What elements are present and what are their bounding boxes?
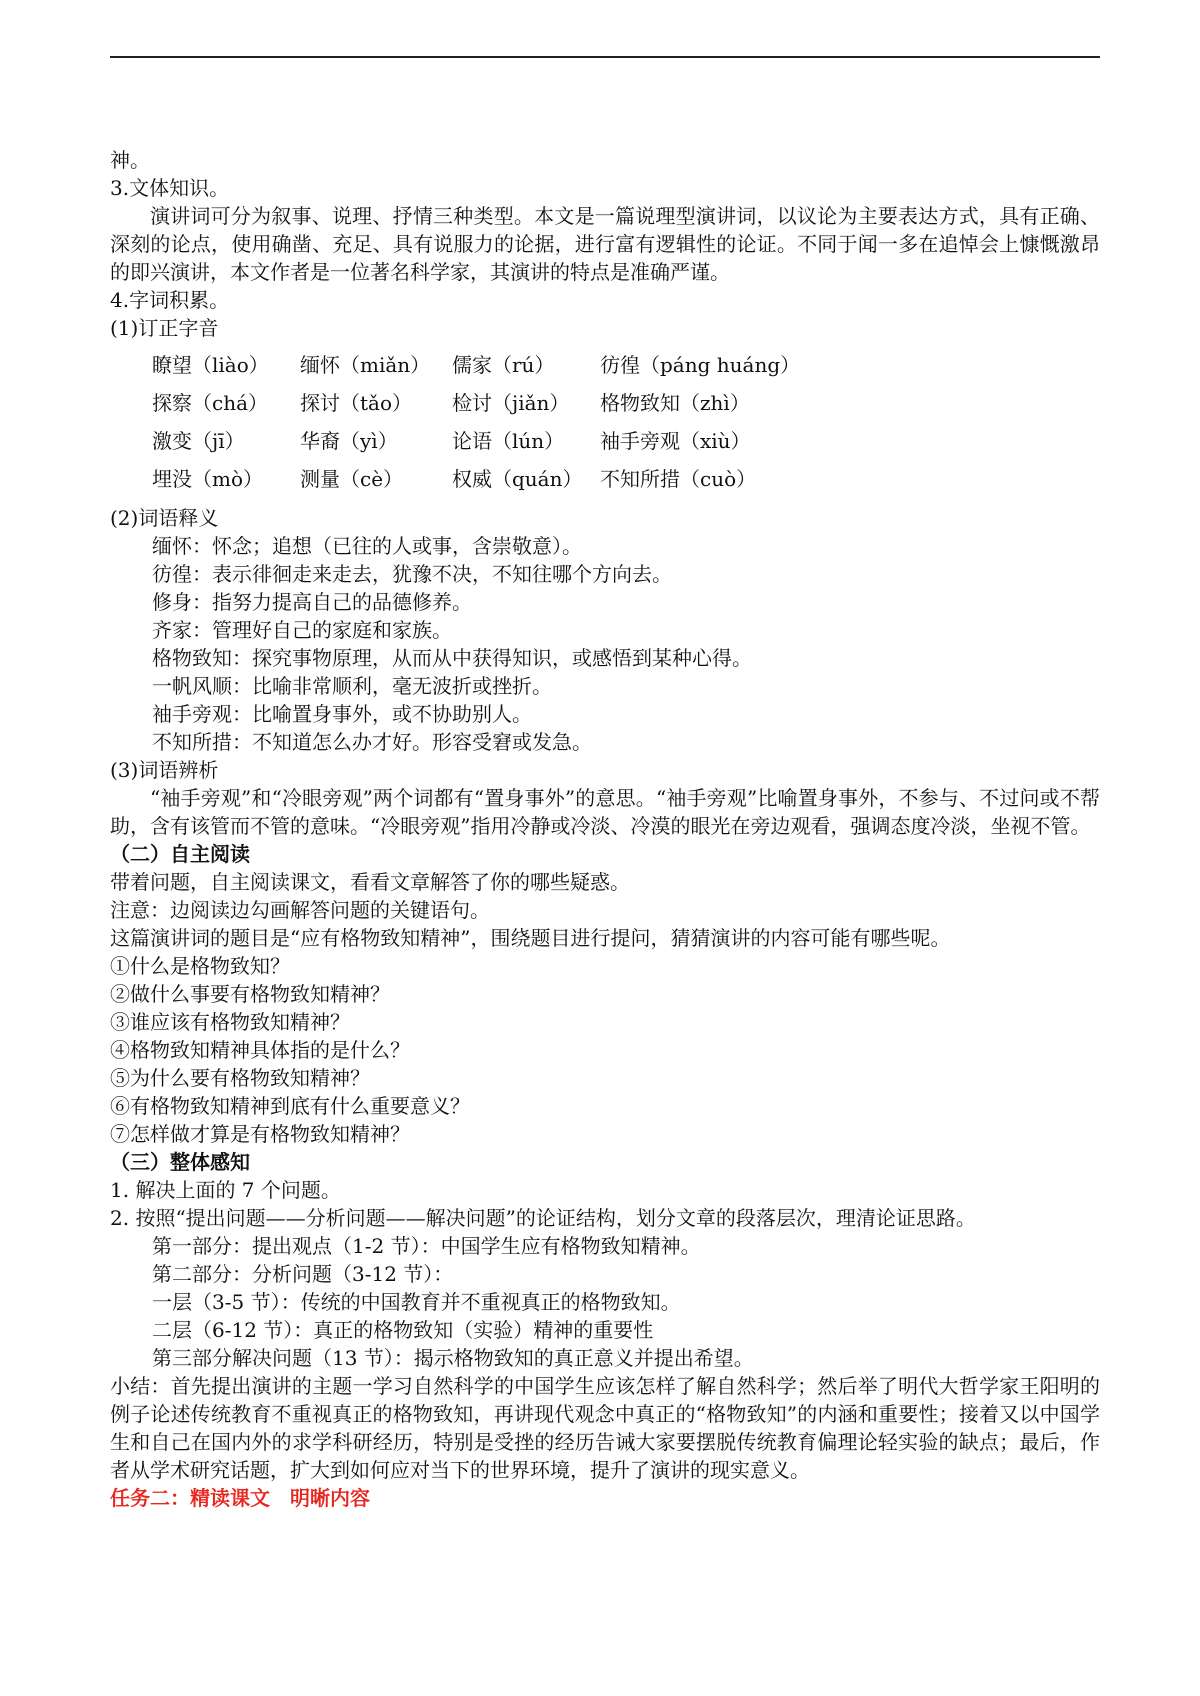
document-body [110, 146, 1100, 1512]
question-item: ⑥有格物致知精神到底有什么重要意义？ [110, 1094, 470, 1118]
pinyin-cell: 论语（lún） [452, 429, 565, 453]
pinyin-cell: 不知所措（cuò） [600, 467, 757, 491]
text-line: 2. 按照“提出问题——分析问题——解决问题”的论证结构，划分文章的段落层次，理清论证思路。 [110, 1206, 976, 1230]
question-item: ③谁应该有格物致知精神？ [110, 1010, 350, 1034]
definition-item: 格物致知：探究事物原理，从而从中获得知识，或感悟到某种心得。 [152, 646, 752, 670]
section-title-overall-perception: （三）整体感知 [110, 1150, 250, 1174]
genre-paragraph: 演讲词可分为叙事、说理、抒情三种类型。本文是一篇说理型演讲词，以议论为主要表达方式，具有正确、深刻的论点，使用确凿、充足、具有说服力的论据，进行富有逻辑性的论证。不同于闻一多在追悼会上慷慨激昂的即兴演讲，本文作者是一位著名科学家，其演讲的特点是准确严谨。 [110, 204, 1100, 284]
pinyin-table [152, 346, 800, 498]
subheading-pronunciation: (1)订正字音 [110, 316, 219, 340]
pinyin-cell: 激变（jī） [152, 429, 245, 453]
heading-vocabulary: 4.字词积累。 [110, 288, 230, 312]
question-item: ⑦怎样做才算是有格物致知精神？ [110, 1122, 410, 1146]
subheading-word-discrimination: (3)词语辨析 [110, 758, 219, 782]
pinyin-cell: 华裔（yì） [300, 429, 398, 453]
definition-item: 修身：指努力提高自己的品德修养。 [152, 590, 472, 614]
summary-paragraph: 小结：首先提出演讲的主题一学习自然科学的中国学生应该怎样了解自然科学；然后举了明代大哲学家王阳明的例子论述传统教育不重视真正的格物致知，再讲现代观念中真正的“格物致知”的内涵和重要性；接着又以中国学生和自己在国内外的求学科研经历，特别是受挫的经历告诫大家要摆脱传统教育偏理论轻实验的缺点；最后，作者从学术研究话题，扩大到如何应对当下的世界环境，提升了演讲的现实意义。 [110, 1374, 1100, 1482]
definition-item: 袖手旁观：比喻置身事外，或不协助别人。 [152, 702, 532, 726]
pinyin-cell: 彷徨（páng huáng） [600, 353, 801, 377]
pinyin-row [152, 384, 800, 422]
pinyin-cell: 儒家（rú） [452, 353, 555, 377]
question-item: ②做什么事要有格物致知精神？ [110, 982, 390, 1006]
pinyin-cell: 瞭望（liào） [152, 353, 269, 377]
definition-item: 齐家：管理好自己的家庭和家族。 [152, 618, 452, 642]
subheading-definitions: (2)词语释义 [110, 506, 219, 530]
pinyin-cell: 测量（cè） [300, 467, 404, 491]
pinyin-cell: 埋没（mò） [152, 467, 264, 491]
text-line: 神。 [110, 148, 150, 172]
definition-item: 彷徨：表示徘徊走来走去，犹豫不决，不知往哪个方向去。 [152, 562, 672, 586]
structure-item: 一层（3-5 节）：传统的中国教育并不重视真正的格物致知。 [152, 1290, 681, 1314]
text-line: 带着问题，自主阅读课文，看看文章解答了你的哪些疑惑。 [110, 870, 630, 894]
text-line: 1. 解决上面的 7 个问题。 [110, 1178, 341, 1202]
pinyin-row [152, 422, 800, 460]
pinyin-cell: 缅怀（miǎn） [300, 353, 431, 377]
section-title-independent-reading: （二）自主阅读 [110, 842, 250, 866]
text-line: 注意：边阅读边勾画解答问题的关键语句。 [110, 898, 490, 922]
question-item: ④格物致知精神具体指的是什么？ [110, 1038, 410, 1062]
pinyin-cell: 探察（chá） [152, 391, 269, 415]
pinyin-row [152, 346, 800, 384]
definition-item: 不知所措：不知道怎么办才好。形容受窘或发急。 [152, 730, 592, 754]
text-line: 这篇演讲词的题目是“应有格物致知精神”，围绕题目进行提问，猜猜演讲的内容可能有哪些呢。 [110, 926, 951, 950]
task-two-title: 任务二：精读课文 明晰内容 [110, 1486, 370, 1510]
definition-item: 缅怀：怀念；追想（已往的人或事，含崇敬意）。 [152, 534, 582, 558]
pinyin-cell: 格物致知（zhì） [600, 391, 750, 415]
pinyin-cell: 探讨（tǎo） [300, 391, 413, 415]
pinyin-cell: 检讨（jiǎn） [452, 391, 570, 415]
structure-item: 第三部分解决问题（13 节）：揭示格物致知的真正意义并提出希望。 [152, 1346, 754, 1370]
question-item: ⑤为什么要有格物致知精神？ [110, 1066, 370, 1090]
heading-genre: 3.文体知识。 [110, 176, 230, 200]
pinyin-cell: 权威（quán） [452, 467, 583, 491]
pinyin-cell: 袖手旁观（xiù） [600, 429, 751, 453]
pinyin-row [152, 460, 800, 498]
structure-item: 二层（6-12 节）：真正的格物致知（实验）精神的重要性 [152, 1318, 654, 1342]
question-item: ①什么是格物致知？ [110, 954, 290, 978]
structure-item: 第一部分：提出观点（1-2 节）：中国学生应有格物致知精神。 [152, 1234, 701, 1258]
definition-item: 一帆风顺：比喻非常顺利，毫无波折或挫折。 [152, 674, 552, 698]
header-rule [110, 56, 1100, 58]
word-discrimination-paragraph: “袖手旁观”和“冷眼旁观”两个词都有“置身事外”的意思。“袖手旁观”比喻置身事外，不参与、不过问或不帮助，含有该管而不管的意味。“冷眼旁观”指用冷静或冷淡、冷漠的眼光在旁边观看，强调态度冷淡，坐视不管。 [110, 786, 1100, 838]
structure-item: 第二部分：分析问题（3-12 节）： [152, 1262, 454, 1286]
